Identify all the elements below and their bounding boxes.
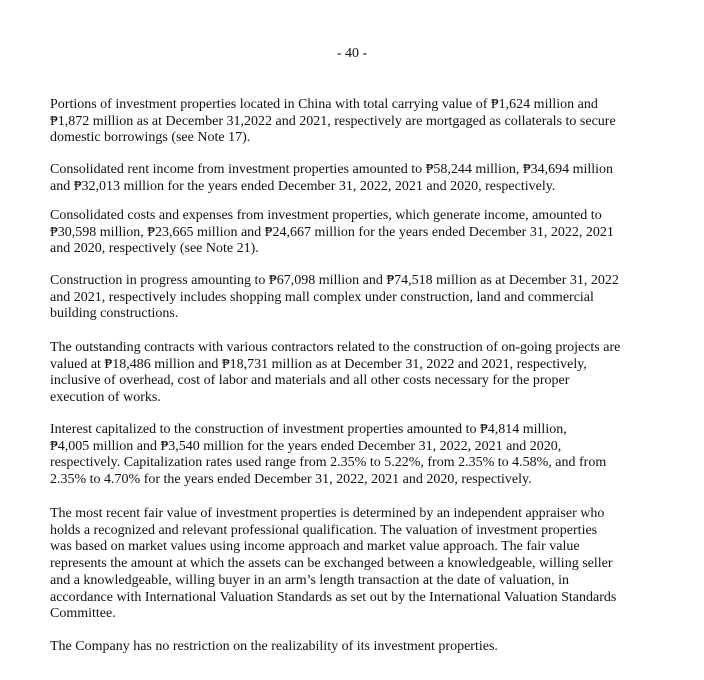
paragraph-no-restriction: The Company has no restriction on the realizability of its investment properties. <box>50 639 498 654</box>
paragraph-outstanding-contracts: The outstanding contracts with various contractors related to the construction of on-going projects are valued at ₱18,486 million and ₱18,731 million as at December 31, 2022 and 2021, respectively, inclusive of overhead, cost of labor and materials and all other costs necessary for the proper execution of works. <box>50 340 621 406</box>
paragraph-construction-in-progress: Construction in progress amounting to ₱67,098 million and ₱74,518 million as at December 31, 2022 and 2021, respectively includes shopping mall complex under construction, land and commercial building constructions. <box>50 273 619 322</box>
paragraph-costs-and-expenses: Consolidated costs and expenses from investment properties, which generate income, amounted to ₱30,598 million, ₱23,665 million and ₱24,667 million for the years ended December 31, 2022, 2021 and 2020, respectively (see Note 21). <box>50 208 614 257</box>
paragraph-rent-income: Consolidated rent income from investment properties amounted to ₱58,244 million, ₱34,694 million and ₱32,013 million for the years ended December 31, 2022, 2021 and 2020, respectively. <box>50 162 614 194</box>
paragraph-interest-capitalized: Interest capitalized to the construction of investment properties amounted to ₱4,814 million, ₱4,005 million and ₱3,540 million for the years ended December 31, 2022, 2021 and 2020, respectively. Capitalization rates used range from 2.35% to 5.22%, from 2.35% to 4.58%, and from 2.35% to 4.70% for the years ended December 31, 2022, 2021 and 2020, respectively. <box>50 422 607 488</box>
page-number: - 40 - <box>336 46 368 61</box>
paragraph-china-mortgaged-properties: Portions of investment properties located in China with total carrying value of ₱1,624 million and ₱1,872 million as at December 31,2022 and 2021, respectively are mortgaged as collaterals to secure domestic borrowings (see Note 17). <box>50 97 616 146</box>
paragraph-fair-value: The most recent fair value of investment properties is determined by an independent appraiser who holds a recognized and relevant professional qualification. The valuation of investment properties was based on market values using income approach and market value approach. The fair value represents the amount at which the assets can be exchanged between a knowledgeable, willing seller and a knowledgeable, willing buyer in an arm’s length transaction at the date of valuation, in accordance with International Valuation Standards as set out by the International Valuation Standards Committee. <box>50 506 617 622</box>
